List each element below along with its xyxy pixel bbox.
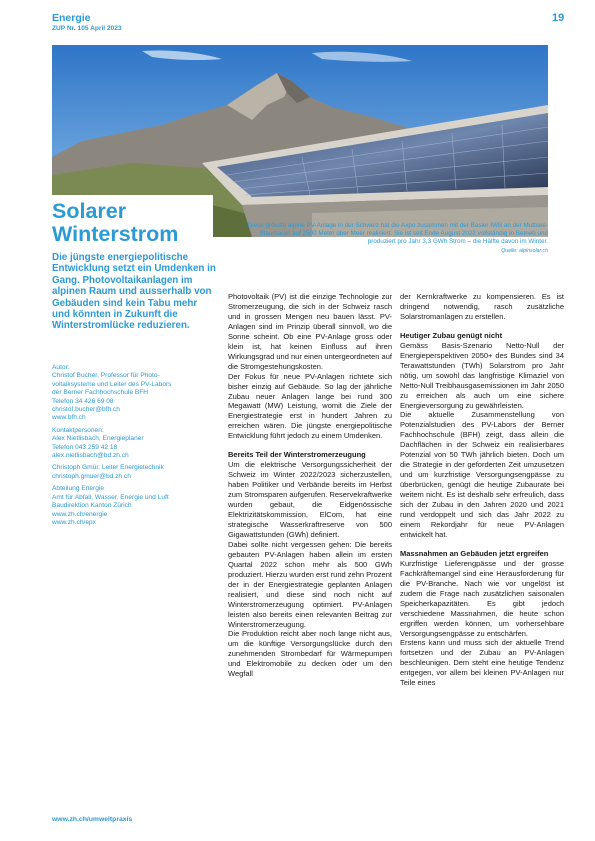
author-email-link[interactable]: christof.bucher@bfh.ch <box>52 406 120 414</box>
contacts-label: Kontaktpersonen: <box>52 426 104 434</box>
caption-source: Quelle: alpinsolar.ch <box>501 247 548 254</box>
page-number: 19 <box>552 12 565 24</box>
department-line: Baudirektion Kanton Zürich <box>52 502 132 510</box>
paragraph: Photovoltaik (PV) ist die einzige Technologie zur Stromerzeugung, die sich in der Schweiz rasch und in grossen Mengen neu bauen lässt. PV-Anlagen sind im Prinzip überall sinnvoll, wo die Sonne scheint. Ob eine PV-Anlage gross oder klein ist, hat keinen Einfluss auf ihren Wirkungsgrad und nur einen untergeordneten auf die Stromgestehungskosten. <box>228 292 392 371</box>
body-column-1 <box>228 292 392 679</box>
paragraph: Dabei sollte nicht vergessen gehen: Die bereits gebauten PV-Anlagen haben allein im ersten Quartal 2022 schon mehr als 500 GWh produziert. Hierzu wurden erst rund zehn Prozent der in der Energiestrategie geplanten Anlagen realisiert, und diese sind noch nicht auf Winterstromerzeugung optimiert. PV-Anlagen leisten also bereits einen relevanten Beitrag zur Winterstromerzeugung. <box>228 539 392 629</box>
contact-person-2-block <box>52 464 222 481</box>
paragraph: der Kernkraftwerke zu kompensieren. Es ist dringend notwendig, rasch zusätzliche Solarstromanlagen zu erstellen. <box>400 292 564 321</box>
article-lead: Die jüngste energiepolitische Entwicklung setzt ein Umdenken in Gang. Photovoltaikanlagen im alpinen Raum und ausserhalb von Gebäuden sind kein Tabu mehr und könnten in Zukunft die Winterstromlücke reduzieren. <box>52 252 216 332</box>
caption-text: Diese grösste alpine PV-Anlage in der Schweiz hat die Axpo zusammen mit der Basler IWB an der Muttsee-Staumauer auf 2500 Meter über Meer realisiert. Sie ist seit Ende August 2022 vollständig in Betrieb und produziert pro Jahr 3,3 GWh Strom – die Hälfte davon im Winter. <box>247 222 548 246</box>
contact-email-link[interactable]: christoph.gmuer@bd.zh.ch <box>52 472 131 480</box>
department-block <box>52 485 222 527</box>
title-line-2: Winterstrom <box>52 222 179 246</box>
contact-info <box>52 364 222 531</box>
paragraph: Die aktuelle Zusammenstellung von Potenzialstudien des PV-Labors der Berner Fachhochschule (BFH) zeigt, dass allein die Dachflächen in der Schweiz ein realisierbares Potenzial von 50 TWh jährlich bieten. Doch um die Strategie in der geforderten Zeit umzusetzen und um kurzfristige Versorgungsengpässe zu überbrücken, genügt die heutige Zubaurate bei weitem nicht. Es ist deshalb sehr erfreulich, dass sich der Zubau in den Jahren 2020 und 2021 rund verdoppelt und sich das Jahr 2022 zu einem Rekordjahr für neue PV-Anlagen entwickelt hat. <box>400 410 564 539</box>
department-web-link[interactable]: www.zh.ch/energie <box>52 510 108 518</box>
author-label: Autor: <box>52 364 70 371</box>
section-label: Energie <box>52 12 91 24</box>
author-line: voltaiksysteme und Leiter des PV-Labors <box>52 380 172 388</box>
paragraph: Die Produktion reicht aber noch lange nicht aus, um die künftige Versorgungslücke durch den zunehmenden Strombedarf für Wärmepumpen und Elektromobile zu decken oder um den Wegfall <box>228 629 392 679</box>
department-web-link[interactable]: www.zh.ch/epx <box>52 518 96 526</box>
article-title <box>52 200 222 246</box>
author-line: der Berner Fachhochschule BFH <box>52 389 149 397</box>
author-block <box>52 364 222 423</box>
author-web-link[interactable]: www.bfh.ch <box>52 414 86 422</box>
subheading: Bereits Teil der Winterstromerzeugung <box>228 450 366 460</box>
author-line: Christof Bucher, Professor für Photo- <box>52 372 160 380</box>
paragraph: Der Fokus für neue PV-Anlagen richtete sich bisher einzig auf Gebäude. So lag der jährliche Zubau neuer Anlagen lange bei rund 300 Megawatt (MW) Leistung, womit die Ziele der Energiestrategie erst in hundert Jahren zu erreichen wären. Die jüngste energiepolitische Entwicklung führt jedoch zu einem Umdenken. <box>228 371 392 441</box>
title-line-1: Solarer <box>52 199 127 223</box>
author-phone: Telefon 34 426 69 08 <box>52 397 114 405</box>
department-line: Amt für Abfall, Wasser, Energie und Luft <box>52 493 169 501</box>
issue-label: ZUP Nr. 105 April 2023 <box>52 25 122 32</box>
subheading: Heutiger Zubau genügt nicht <box>400 330 503 340</box>
paragraph: Gemäss Basis-Szenario Netto-Null der Energieperspektiven 2050+ des Bundes sind 34 Terawattstunden (TWh) Solarstrom pro Jahr nötig, um sowohl das langfristige Klimaziel von Netto-Null Treibhausgasemissionen im Jahr 2050 zu erreichen als auch um eine sichere Energieversorgung zu gewährleisten. <box>400 340 564 410</box>
contact-line: Christoph Gmür, Leiter Energietechnik <box>52 464 164 472</box>
paragraph: Um die elektrische Versorgungssicherheit der Schweiz im Winter 2022/2023 sicherzustellen, haben Politiker und Verbände bereits im Herbst zum Stromsparen aufgerufen. Reservekraftwerke wurden gebaut, die Eidgenössische Elektrizitätskommission, ElCom, hat eine strategische Wasserkraftreserve von 500 Gigawattstunden (GWh) definiert. <box>228 460 392 539</box>
photo-caption <box>238 222 548 255</box>
contact-email-link[interactable]: alex.nietlisbach@bd.zh.ch <box>52 452 129 460</box>
paragraph: Kurzfristige Lieferengpässe und der grosse Fachkräftemangel sind eine Herausforderung für die PV-Branche. Nach wie vor ungelöst ist zudem die Frage nach zusätzlichen saisonalen Speicherkapazitäten. Es gibt jedoch verschiedene Massnahmen, die heute schon ergriffen werden können, um vorhersehbare Versorgungsengpässe zu entschärfen. <box>400 558 564 638</box>
body-column-2 <box>400 292 564 688</box>
contact-persons-block <box>52 427 222 461</box>
footer-url-link[interactable]: www.zh.ch/umweltpraxis <box>52 816 133 823</box>
contact-phone: Telefon 043 259 42 18 <box>52 443 118 451</box>
subheading: Massnahmen an Gebäuden jetzt ergreifen <box>400 548 549 558</box>
paragraph: Erstens kann und muss sich der aktuelle Trend fortsetzen und der Zubau an PV-Anlagen beschleunigen. Dem steht eine heutige Tendenz entgegen, vor allem bei kleinen PV-Anlagen nur Teile eines <box>400 638 564 688</box>
contact-line: Alex Nietlisbach, Energieplaner <box>52 435 144 443</box>
department-line: Abteilung Energie <box>52 485 105 493</box>
